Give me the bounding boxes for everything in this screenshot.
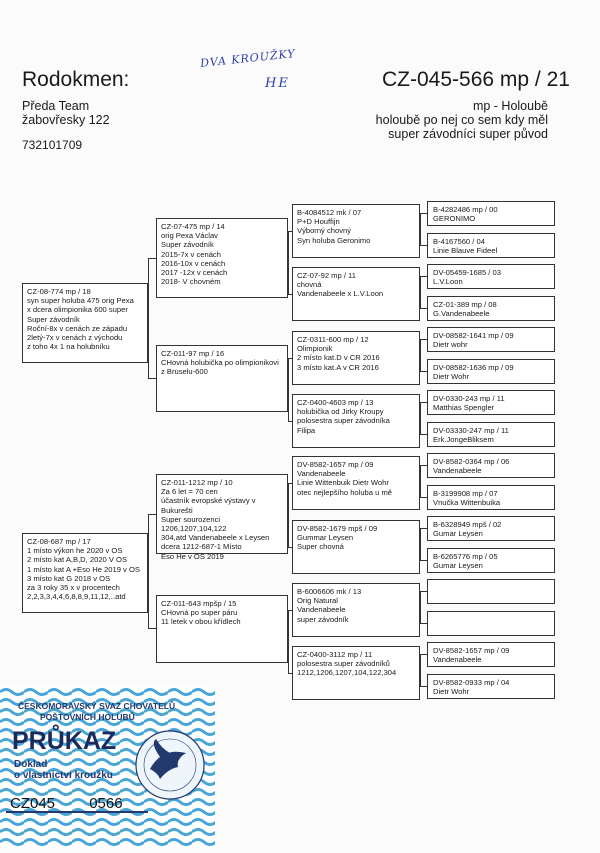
card-ring-number [10,795,123,812]
connector [420,654,427,655]
connector [148,514,149,629]
gen4-box: DV-0330-243 mp / 11 Matthias Spengler [427,390,555,415]
connector [288,421,292,422]
gen3-box: CZ-07-92 mp / 11 chovná Vandenabeele x L.V.Loon [292,267,420,321]
connector [288,547,292,548]
connector [420,213,427,214]
owner-address: žabovřesky 122 [22,113,110,127]
subject-desc-1: holoubě po nej co sem kdy měl [375,113,548,127]
connector [288,294,292,295]
owner-number: 732101709 [22,138,83,152]
card-ring-year: 045 [30,795,56,812]
dove-seal-icon [136,731,204,799]
connector [288,231,289,294]
connector [420,213,421,246]
gen4-box: DV-08582-1636 mp / 09 Dietr Wohr [427,359,555,384]
connector [420,560,427,561]
connector [420,245,427,246]
connector [420,434,427,435]
connector [420,528,427,529]
connector [420,308,427,309]
connector [420,591,421,624]
father-box: CZ-08-774 mp / 18 syn super holuba 475 orig Pexa x dcera olimpionika 600 super Super závodník Roční-8x v cenách ze západu 2letý-7x v cenách z východu z toho 4x 1 na holubníku [22,283,148,363]
gen3-box: CZ-0400-4603 mp / 13 holubička od Jirky Kroupy polosestra super závodníka Filipa [292,394,420,448]
gen3-box: CZ-0311-600 mp / 12 Olimpionik 2 místo kat.D v CR 2016 3 místo kat.A v CR 2016 [292,331,420,385]
owner-name: Předa Team [22,99,90,113]
card-union-line1: ČESKOMORAVSKÝ SVAZ CHOVATELŮ [18,701,176,711]
connector [288,358,292,359]
gen4-box: B-6265776 mp / 05 Gumar Leysen [427,548,555,573]
gen2-box: CZ-07-475 mp / 14 orig Pexa Václav Super závodník 2015-7x v cenách 2016-10x v cenách 2017 -12x v cenách 2018- V chovném [156,218,288,298]
gen4-box [427,579,555,604]
card-union-line2: POŠTOVNÍCH HOLUBŮ [40,712,135,722]
mother-box: CZ-08-687 mp / 17 1 místo výkon he 2020 v OS 2 místo kat A,B,D, 2020 V OS 1 místo kat A +Eso He 2019 v OS 3 místo kat G 2018 v OS za 3 roky 35 x v procentech 2,2,3,3,4,4,6,8,8,9,11,12,..atd [22,533,148,613]
connector [420,276,421,309]
card-ring-prefix: CZ [10,795,30,812]
card-subtitle1: Doklad [14,759,48,770]
connector [148,628,156,629]
gen4-box [427,611,555,636]
gen4-box: DV-8582-0933 mp / 04 Dietr Wohr [427,674,555,699]
connector [420,371,427,372]
handwritten-note-he: HE [265,76,290,91]
gen4-box: B-4167560 / 04 Linie Blauve Fideel [427,233,555,258]
gen3-box: DV-8582-1657 mp / 09 Vandenabeele Linie Wittenbuik Dietr Wohr otec nejlepšího holuba u mě [292,456,420,510]
handwritten-note: DVA KROUŽKY [199,47,297,70]
gen3-box: CZ-0400-3112 mp / 11 polosestra super závodníků 1212,1206,1207,104,122,304 [292,646,420,700]
gen2-box: CZ-011-1212 mp / 10 Za 6 let = 70 cen účastník evropské výstavy v Bukurešti Super sourozenci 1206,1207,104,122 304,atd Vandenabeele x Leysen dcera 1212-687-1 Místo Eso He v OS 2019 [156,474,288,554]
connector [288,231,292,232]
connector [420,528,421,561]
connector [288,610,292,611]
page-title: Rodokmen: [22,68,130,91]
gen4-box: CZ-01-389 mp / 08 G.Vandenabeele [427,296,555,321]
gen3-box: B-4084512 mk / 07 P+D Houffijn Výborný chovný Syn holuba Geronimo [292,204,420,258]
connector [148,258,156,259]
connector [288,673,292,674]
connector [288,483,289,547]
connector [288,610,289,673]
connector [420,591,427,592]
ring-number: CZ-045-566 mp / 21 [382,68,570,91]
ownership-card [0,687,215,848]
subject-desc-2: super závodníci super původ [388,127,548,141]
connector [148,514,156,515]
connector [288,358,289,421]
connector [420,402,421,435]
card-subtitle2: o vlastnictví kroužku [14,770,113,781]
connector [420,465,421,498]
card-ring-digits: 0566 [89,795,123,812]
subject-sex: mp - Holoubě [472,99,548,113]
connector [420,339,427,340]
connector [420,339,421,372]
gen4-box: B-4282486 mp / 00 GERONIMO [427,201,555,226]
connector [420,497,427,498]
gen4-box: DV-8582-0364 mp / 06 Vandenabeele [427,453,555,478]
connector [420,276,427,277]
gen4-box: DV-05459-1685 / 03 L.V.Loon [427,264,555,289]
connector [420,623,427,624]
subject-description [376,99,548,141]
connector [420,402,427,403]
gen4-box: DV-08582-1641 mp / 09 Dietr wohr [427,327,555,352]
gen4-box: DV-8582-1657 mp / 09 Vandenabeele [427,642,555,667]
gen3-box: B-6006606 mk / 13 Orig Natural Vandenabeele super závodník [292,583,420,637]
gen4-box: B-3199908 mp / 07 Vnučka Wittenbuika [427,485,555,510]
owner-block [22,99,110,127]
connector [420,654,421,687]
connector [420,686,427,687]
card-title: PRŮKAZ [12,727,117,755]
connector [288,483,292,484]
gen2-box: CZ-011-643 mpšp / 15 CHovná po super páru 11 letek v obou křídlech [156,595,288,663]
gen2-box: CZ-011-97 mp / 16 CHovná holubička po olimpionikovi z Bruselu-600 [156,345,288,412]
gen3-box: DV-8582-1679 mpš / 09 Gummar Leysen Super chovná [292,520,420,574]
gen4-box: DV-03330-247 mp / 11 Erk.JongeBliksem [427,422,555,447]
connector [420,465,427,466]
connector [148,378,156,379]
gen4-box: B-6328949 mpš / 02 Gumar Leysen [427,516,555,541]
connector [148,258,149,379]
